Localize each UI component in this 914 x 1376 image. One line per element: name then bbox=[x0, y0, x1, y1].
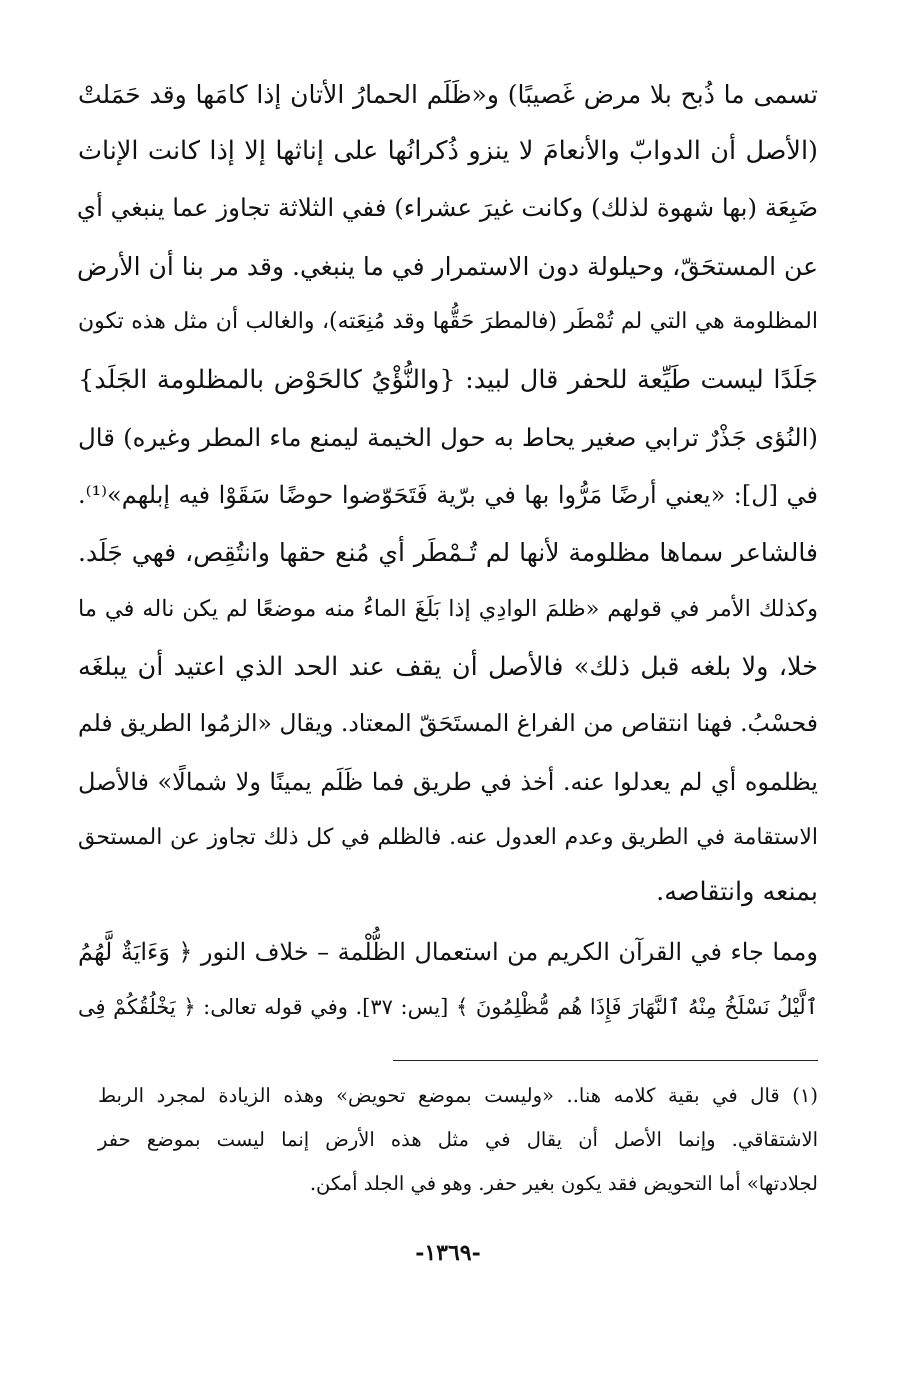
body-line: في [ل]: «يعني أرضًا مَرُّوا بها في برّية فَتَحَوّضوا حوضًا سَقَوْا فيه إبلهم»⁽¹⁾. bbox=[78, 481, 818, 509]
body-line: (النُؤى جَذْرٌ ترابي صغير يحاط به حول الخيمة ليمنع ماء المطر وغيره) قال bbox=[78, 423, 818, 452]
body-line: تسمى ما ذُبح بلا مرض غَصيبًا) و«ظَلَم الحمارُ الأتان إذا كامَها وقد حَمَلتْ bbox=[78, 80, 818, 109]
body-line: الاستقامة في الطريق وعدم العدول عنه. فالظلم في كل ذلك تجاوز عن المستحق bbox=[78, 825, 818, 850]
body-line: ضَبِعَة (بها شهوة لذلك) وكانت غيرَ عشراء) ففي الثلاثة تجاوز عما ينبغي أي bbox=[76, 193, 818, 222]
footnote-separator bbox=[393, 1060, 818, 1061]
footnote-line: (١) قال في بقية كلامه هنا.. «وليست بموضع تحويض» وهذه الزيادة لمجرد الربط bbox=[98, 1084, 818, 1107]
body-line: فالشاعر سماها مظلومة لأنها لم تُـمْطَر أي مُنع حقها وانتُقِص، فهي جَلَد. bbox=[78, 538, 818, 567]
book-page bbox=[78, 60, 818, 1350]
body-line: (الأصل أن الدوابّ والأنعامَ لا ينزو ذُكرانُها على إناثها إلا إذا كانت الإناث bbox=[78, 136, 818, 166]
footnote-line: الاشتقاقي. وإنما الأصل أن يقال في مثل هذه الأرض إنما ليست بموضع حفر bbox=[98, 1128, 818, 1151]
quran-paragraph-line: ٱلَّيْلُ نَسْلَخُ مِنْهُ ٱلنَّهَارَ فَإِذَا هُم مُّظْلِمُونَ ﴾ [يس: ٣٧]. وفي قوله تعالى: ﴿ يَخْلُقُكُمْ فِى bbox=[78, 995, 818, 1019]
body-line: عن المستحَقّ، وحيلولة دون الاستمرار في ما ينبغي. وقد مر بنا أن الأرض bbox=[77, 252, 818, 281]
body-line: فحسْبُ. فهنا انتقاص من الفراغ المستَحَقّ المعتاد. ويقال «الزمُوا الطريق فلم bbox=[77, 709, 818, 737]
body-line: جَلَدًا ليست طَيِّعة للحفر قال لبيد: {والنُّؤْيُ كالحَوْض بالمظلومة الجَلَد} bbox=[78, 365, 818, 395]
body-line: بمنعه وانتقاصه. bbox=[656, 877, 818, 907]
body-line: يظلموه أي لم يعدلوا عنه. أخذ في طريق فما ظَلَم يمينًا ولا شمالًا» فالأصل bbox=[78, 768, 818, 796]
page-number: -١٣٦٩- bbox=[415, 1240, 481, 1266]
body-line: وكذلك الأمر في قولهم «ظلمَ الوادِي إذا بَلَغَ الماءُ منه موضعًا لم يكن ناله في ما bbox=[78, 596, 818, 622]
footnote-line: لجلادتها» أما التحويض فقد يكون بغير حفر. وهو في الجلد أمكن. bbox=[309, 1172, 818, 1195]
body-line: المظلومة هي التي لم تُمْطَر (فالمطرَ حَقُّها وقد مُنِعَته)، والغالب أن مثل هذه تكون bbox=[78, 309, 818, 334]
body-line: خلا، ولا بلغه قبل ذلك» فالأصل أن يقف عند الحد الذي اعتيد أن يبلغَه bbox=[78, 652, 818, 682]
quran-paragraph-line: ومما جاء في القرآن الكريم من استعمال الظُّلْمة – خلاف النور ﴿ وَءَايَةٌ لَّهُمُ bbox=[78, 938, 818, 966]
